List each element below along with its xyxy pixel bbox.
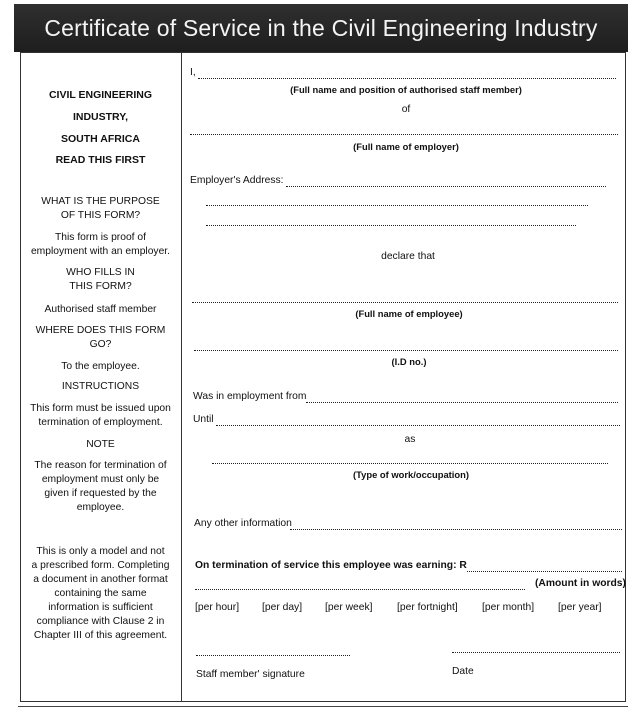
- disclaimer-text: compliance with Clause 2 in: [36, 616, 165, 627]
- rate-per-week[interactable]: [per week]: [325, 602, 373, 613]
- staff-name-field[interactable]: [198, 78, 616, 79]
- occupation-field[interactable]: [212, 463, 608, 464]
- date-label: Date: [452, 666, 474, 677]
- where-question: WHERE DOES THIS FORM: [35, 325, 166, 336]
- amount-words-field[interactable]: [195, 589, 525, 590]
- disclaimer-text: a document in another format: [33, 574, 168, 585]
- rate-per-day[interactable]: [per day]: [262, 602, 303, 613]
- column-divider: [181, 52, 182, 702]
- caption-staff: (Full name and position of authorised staff member): [290, 84, 522, 95]
- rate-per-hour[interactable]: [per hour]: [195, 602, 240, 613]
- i-label: I,: [190, 67, 196, 78]
- who-answer: Authorised staff member: [44, 304, 157, 315]
- employer-name-field[interactable]: [190, 134, 618, 135]
- form-title: Certificate of Service in the Civil Engineering Industry: [14, 4, 628, 52]
- instructions-heading: INSTRUCTIONS: [61, 381, 140, 392]
- purpose-question: OF THIS FORM?: [60, 210, 141, 221]
- instructions-text: termination of employment.: [38, 417, 163, 428]
- declare-label: declare that: [381, 251, 435, 262]
- disclaimer-text: Chapter III of this agreement.: [33, 630, 168, 641]
- address-line-1[interactable]: [286, 186, 606, 187]
- rate-per-year[interactable]: [per year]: [558, 602, 602, 613]
- date-field[interactable]: [452, 652, 620, 653]
- note-heading: NOTE: [86, 439, 115, 450]
- purpose-answer: This form is proof of: [55, 232, 146, 243]
- until-label: Until: [193, 414, 214, 425]
- rate-per-month[interactable]: [per month]: [482, 602, 535, 613]
- caption-type: (Type of work/occupation): [353, 469, 469, 480]
- where-answer: To the employee.: [61, 361, 140, 372]
- until-field[interactable]: [216, 425, 620, 426]
- purpose-question: WHAT IS THE PURPOSE: [41, 196, 160, 207]
- who-question: THIS FORM?: [69, 281, 132, 292]
- bottom-rule: [18, 706, 628, 707]
- disclaimer-text: containing the same: [54, 588, 147, 599]
- earning-amount-field[interactable]: [467, 571, 622, 572]
- disclaimer-text: This is only a model and not: [36, 546, 165, 557]
- sidebar-header-line: INDUSTRY,: [72, 111, 129, 123]
- signature-label: Staff member' signature: [196, 669, 305, 680]
- caption-employer: (Full name of employer): [353, 141, 459, 152]
- disclaimer-text: a prescribed form. Completing: [31, 560, 170, 571]
- other-info-field[interactable]: [290, 529, 622, 530]
- disclaimer-text: information is sufficient: [48, 602, 153, 613]
- caption-employee: (Full name of employee): [355, 308, 463, 319]
- note-text: employment must only be: [41, 474, 160, 485]
- other-info-label: Any other information: [194, 518, 292, 529]
- employment-from-label: Was in employment from: [193, 391, 307, 402]
- sidebar-header-line: SOUTH AFRICA: [61, 133, 140, 145]
- note-text: The reason for termination of: [34, 460, 167, 471]
- note-text: employee.: [76, 502, 125, 513]
- employee-name-field[interactable]: [192, 302, 618, 303]
- signature-field[interactable]: [196, 655, 350, 656]
- note-text: given if requested by the: [44, 488, 157, 499]
- sidebar-header-line: CIVIL ENGINEERING: [48, 89, 153, 101]
- caption-id: (I.D no.): [391, 356, 427, 367]
- id-number-field[interactable]: [194, 350, 618, 351]
- amount-words-label: (Amount in words): [535, 578, 626, 589]
- where-question: GO?: [89, 339, 112, 350]
- employment-from-field[interactable]: [306, 402, 618, 403]
- address-label: Employer's Address:: [190, 175, 284, 186]
- instructions-text: This form must be issued upon: [30, 403, 171, 414]
- of-label: of: [401, 104, 411, 115]
- purpose-answer: employment with an employer.: [30, 246, 171, 257]
- sidebar-header-line: READ THIS FIRST: [55, 154, 146, 166]
- rate-per-fortnight[interactable]: [per fortnight]: [397, 602, 458, 613]
- who-question: WHO FILLS IN: [66, 267, 135, 278]
- info-sidebar: [20, 52, 181, 700]
- earning-label: On termination of service this employee was earning: R: [195, 560, 467, 571]
- address-line-2[interactable]: [206, 205, 588, 206]
- address-line-3[interactable]: [206, 225, 576, 226]
- as-label: as: [404, 434, 416, 445]
